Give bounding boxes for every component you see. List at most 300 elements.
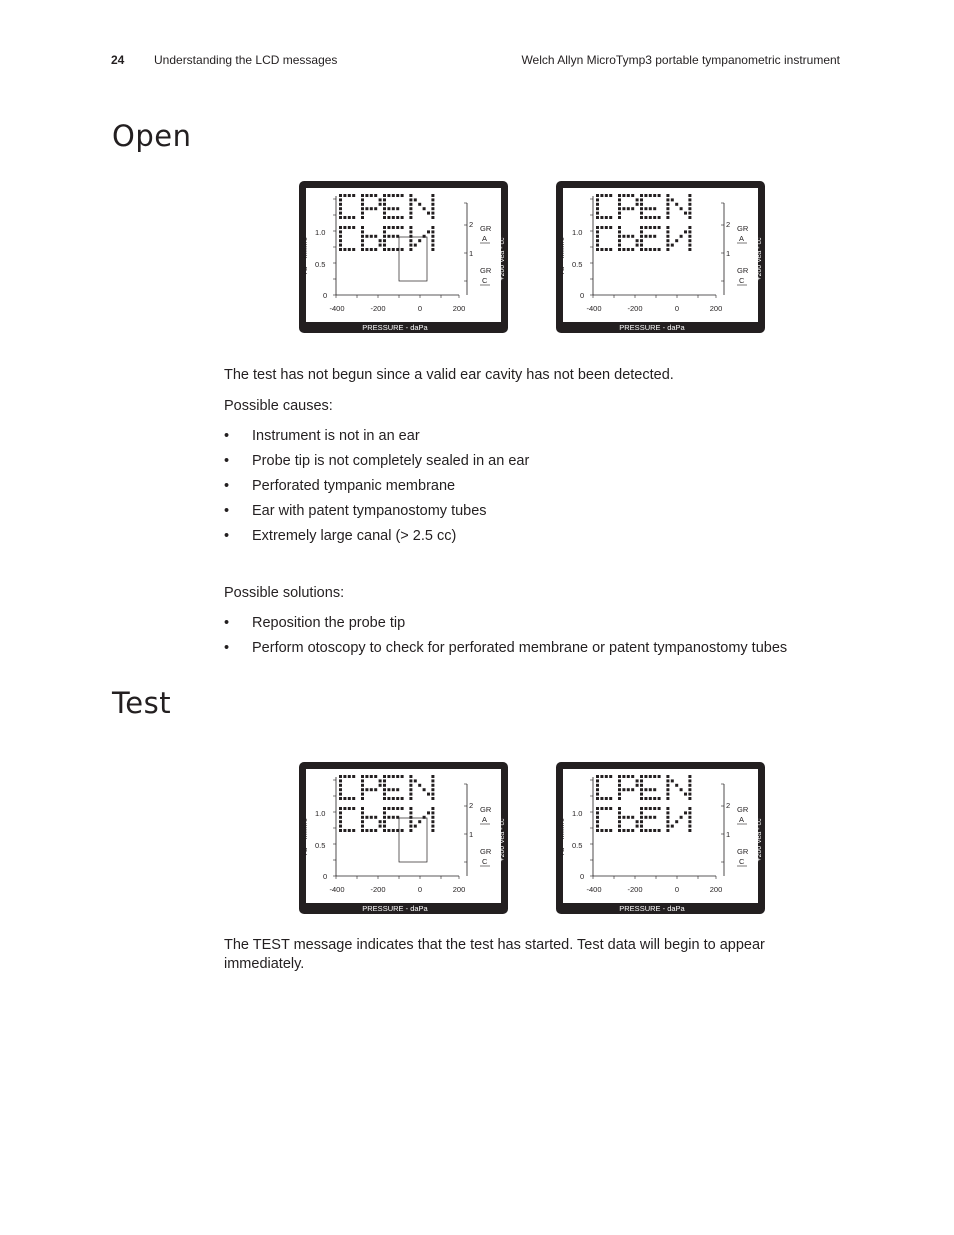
lcd-dot [383,244,386,247]
y-tick-label: 1.0 [572,228,583,237]
lcd-dot [348,797,351,800]
lcd-dot [396,807,399,810]
lcd-dot [431,807,434,810]
lcd-dot [658,807,661,810]
lcd-dot [339,198,342,201]
lcd-dot [636,203,639,206]
lcd-display-open-1 [299,181,508,333]
lcd-dot [649,775,652,778]
x-tick-label: 0 [417,885,423,894]
lcd-dot [343,829,346,832]
lcd-dot [622,775,625,778]
y-axis-title: Ya - mmho [559,236,566,276]
lcd-dot [370,194,373,197]
lcd-dot [640,207,643,210]
lcd-dot [596,226,599,229]
list-item: • Reposition the probe tip [224,615,406,631]
lcd-dot [374,248,377,251]
lcd-dot [348,194,351,197]
lcd-dot [688,816,691,819]
lcd-dot [339,779,342,782]
list-item: • Extremely large canal (> 2.5 cc) [224,528,457,544]
lcd-dot [605,807,608,810]
lcd-dot [339,829,342,832]
lcd-dot [431,793,434,796]
lcd-dot [680,207,683,210]
lcd-dot [431,226,434,229]
lcd-dot [383,203,386,206]
lcd-dot [618,797,621,800]
lcd-dot [339,235,342,238]
lcd-dot [383,235,386,238]
lcd-dot [627,235,630,238]
x-axis-title: PRESSURE - daPa [362,904,428,913]
lcd-dot [392,807,395,810]
lcd-dot [361,793,364,796]
lcd-dot [596,203,599,206]
lcd-dot [688,779,691,782]
lcd-dot [596,248,599,251]
lcd-dot [649,226,652,229]
lcd-dot [361,807,364,810]
lcd-dot [365,829,368,832]
lcd-dot [618,198,621,201]
lcd-dot [644,216,647,219]
lcd-dot [343,775,346,778]
lcd-dot [431,797,434,800]
lcd-dot [596,788,599,791]
list-item: • Instrument is not in an ear [224,428,420,444]
lcd-dot [343,226,346,229]
lcd-dot [622,194,625,197]
section-title-open: Open [112,119,192,153]
lcd-dot [640,198,643,201]
lcd-dot [361,226,364,229]
lcd-dot [339,226,342,229]
lcd-dot [644,797,647,800]
lcd-dot [644,226,647,229]
bullet-icon: • [224,503,230,519]
lcd-dot [618,829,621,832]
lcd-dot [640,244,643,247]
gr-c-label: C [739,857,745,866]
bullet-icon: • [224,640,230,656]
lcd-dot [352,775,355,778]
lcd-dot [361,797,364,800]
lcd-dot [618,226,621,229]
y-axis-title: Ya - mmho [302,236,309,276]
lcd-dot [622,829,625,832]
lcd-dot [666,784,669,787]
lcd-dot [343,248,346,251]
lcd-dot [671,198,674,201]
lcd-dot [596,807,599,810]
right-tick-label: 2 [469,801,474,810]
lcd-dot [423,788,426,791]
lcd-dot [684,230,687,233]
lcd-dot [653,216,656,219]
lcd-dot [649,248,652,251]
lcd-dot [409,248,412,251]
lcd-dot [596,235,599,238]
lcd-dot [431,212,434,215]
x-tick-label: -400 [329,304,345,313]
lcd-dot [361,207,364,210]
lcd-dot [409,198,412,201]
lcd-dot [627,816,630,819]
lcd-dot [600,829,603,832]
lcd-dot [383,775,386,778]
lcd-dot [666,194,669,197]
lcd-dot [675,784,678,787]
lcd-dot [609,797,612,800]
gr-label: GR [737,805,749,814]
lcd-dot [396,788,399,791]
lcd-dot [387,248,390,251]
lcd-dot [627,788,630,791]
lcd-dot [618,207,621,210]
lcd-dot [365,248,368,251]
lcd-dot [374,775,377,778]
lcd-dot [361,198,364,201]
right-axis-title: +200 Vea - cc [499,237,506,281]
lcd-dot [622,788,625,791]
lcd-dot [600,775,603,778]
lcd-dot [649,194,652,197]
lcd-dot [618,784,621,787]
lcd-dot [675,239,678,242]
lcd-dot [383,816,386,819]
lcd-dot [622,248,625,251]
lcd-dot [379,820,382,823]
lcd-dot [666,239,669,242]
lcd-dot [644,248,647,251]
lcd-dot [627,207,630,210]
lcd-dot [666,226,669,229]
y-axis-title: Ya - mmho [302,817,309,857]
lcd-dot [409,194,412,197]
lcd-dot [401,807,404,810]
lcd-dot [688,793,691,796]
lcd-dot [680,235,683,238]
x-tick-label: 0 [674,885,680,894]
lcd-dot [387,775,390,778]
lcd-dot [653,816,656,819]
lcd-dot [409,216,412,219]
lcd-dot [640,226,643,229]
lcd-dot [401,248,404,251]
lcd-dot [649,797,652,800]
lcd-dot [392,207,395,210]
lcd-dot [600,216,603,219]
lcd-dot [401,775,404,778]
lcd-dot [658,216,661,219]
lcd-dot [414,198,417,201]
lcd-dot [431,198,434,201]
lcd-dot [600,226,603,229]
lcd-dot [379,244,382,247]
right-tick-label: 1 [726,249,731,258]
lcd-dot [596,811,599,814]
lcd-dot [644,807,647,810]
lcd-dot [644,207,647,210]
lcd-dot [387,807,390,810]
causes-heading: Possible causes: [224,398,333,414]
lcd-dot [383,811,386,814]
page-number: 24 [111,53,125,67]
lcd-dot [409,244,412,247]
lcd-dot [666,779,669,782]
lcd-dot [431,825,434,828]
lcd-dot [361,811,364,814]
lcd-dot [640,203,643,206]
lcd-dot [379,825,382,828]
right-axis-title: +200 Vea - cc [756,237,763,281]
x-tick-label: 200 [709,885,723,894]
lcd-dot [374,788,377,791]
lcd-dot [431,216,434,219]
lcd-dot [596,194,599,197]
lcd-dot [596,797,599,800]
lcd-dot [409,825,412,828]
lcd-dot [666,235,669,238]
lcd-dot [431,244,434,247]
lcd-dot [666,207,669,210]
lcd-dot [605,775,608,778]
lcd-dot [618,230,621,233]
lcd-dot [409,788,412,791]
header-section-title: Understanding the LCD messages [154,53,338,67]
lcd-dot [409,203,412,206]
lcd-dot [684,793,687,796]
x-axis-title: PRESSURE - daPa [619,904,685,913]
lcd-dot [649,788,652,791]
lcd-dot [339,244,342,247]
lcd-dot [640,829,643,832]
y-tick-label: 1.0 [315,809,326,818]
lcd-dot [666,203,669,206]
header-doc-title: Welch Allyn MicroTymp3 portable tympanometric instrument [521,53,840,67]
lcd-dot [609,248,612,251]
lcd-dot [370,235,373,238]
lcd-dot [409,212,412,215]
lcd-screen [299,762,508,914]
lcd-dot [640,239,643,242]
lcd-dot [649,807,652,810]
lcd-dot [666,829,669,832]
lcd-dot [431,203,434,206]
lcd-dot [339,212,342,215]
lcd-dot [605,194,608,197]
lcd-dot [688,820,691,823]
lcd-dot [640,230,643,233]
section-title-test: Test [112,686,172,720]
lcd-dot [383,226,386,229]
lcd-dot [431,829,434,832]
lcd-dot [361,239,364,242]
gr-a-label: A [739,234,745,243]
lcd-dot [600,807,603,810]
lcd-dot [688,829,691,832]
lcd-dot [658,775,661,778]
lcd-dot [409,239,412,242]
lcd-dot [383,194,386,197]
lcd-dot [596,829,599,832]
lcd-dot [618,811,621,814]
lcd-dot [618,807,621,810]
lcd-dot [387,194,390,197]
lcd-dot [640,216,643,219]
lcd-dot [640,807,643,810]
lcd-dot [383,797,386,800]
lcd-dot [423,207,426,210]
lcd-dot [600,194,603,197]
lcd-dot [640,235,643,238]
lcd-dot [431,775,434,778]
lcd-dot [361,216,364,219]
lcd-dot [653,248,656,251]
lcd-dot [688,226,691,229]
lcd-dot [666,807,669,810]
lcd-dot [392,235,395,238]
lcd-dot [596,816,599,819]
lcd-dot [609,775,612,778]
lcd-dot [418,820,421,823]
gr-label: GR [480,224,492,233]
lcd-dot [653,226,656,229]
lcd-dot [596,825,599,828]
lcd-screen [556,181,765,333]
x-tick-label: -400 [586,304,602,313]
lcd-dot [688,239,691,242]
lcd-dot [409,775,412,778]
lcd-dot [352,829,355,832]
bullet-icon: • [224,615,230,631]
lcd-dot [688,797,691,800]
lcd-dot [688,807,691,810]
lcd-dot [361,235,364,238]
lcd-dot [361,212,364,215]
lcd-dot [605,226,608,229]
gr-label: GR [737,266,749,275]
lcd-dot [352,807,355,810]
lcd-dot [688,811,691,814]
lcd-dot [387,235,390,238]
lcd-screen [299,181,508,333]
lcd-dot [361,775,364,778]
lcd-dot [666,797,669,800]
lcd-dot [609,829,612,832]
lcd-dot [392,194,395,197]
lcd-dot [396,207,399,210]
lcd-dot [383,779,386,782]
bullet-icon: • [224,428,230,444]
lcd-dot [392,797,395,800]
lcd-dot [365,207,368,210]
lcd-dot [409,811,412,814]
lcd-dot [370,816,373,819]
lcd-dot [688,788,691,791]
lcd-dot [644,235,647,238]
gr-a-label: A [482,234,488,243]
lcd-dot [609,226,612,229]
lcd-dot [374,194,377,197]
lcd-dot [365,194,368,197]
lcd-dot [596,784,599,787]
solutions-heading: Possible solutions: [224,585,345,601]
lcd-dot [361,248,364,251]
lcd-dot [401,829,404,832]
lcd-dot [365,788,368,791]
lcd-dot [339,239,342,242]
lcd-dot [666,216,669,219]
lcd-dot [414,825,417,828]
lcd-dot [653,775,656,778]
lcd-dot [631,775,634,778]
x-tick-label: 200 [452,885,466,894]
lcd-dot [361,203,364,206]
lcd-dot [379,198,382,201]
lcd-dot [361,194,364,197]
gr-label: GR [480,847,492,856]
lcd-dot [339,216,342,219]
lcd-dot [339,820,342,823]
lcd-dot [596,239,599,242]
lcd-display-test-1 [299,762,508,914]
lcd-dot [348,775,351,778]
lcd-dot [379,779,382,782]
lcd-dot [414,779,417,782]
lcd-dot [431,779,434,782]
lcd-dot [666,775,669,778]
y-tick-label: 0.5 [572,841,583,850]
lcd-dot [374,829,377,832]
lcd-dot [409,779,412,782]
lcd-dot [392,829,395,832]
lcd-dot [418,203,421,206]
lcd-dot [627,194,630,197]
lcd-dot [339,784,342,787]
bullet-icon: • [224,453,230,469]
lcd-dot [361,816,364,819]
lcd-dot [401,226,404,229]
lcd-dot [383,793,386,796]
y-tick-label: 1.0 [572,809,583,818]
test-description: The TEST message indicates that the test has started. Test data will begin to appear immediately. [224,937,765,972]
lcd-dot [431,230,434,233]
lcd-dot [414,244,417,247]
lcd-dot [409,207,412,210]
lcd-dot [644,788,647,791]
lcd-dot [396,194,399,197]
x-tick-label: -200 [627,885,643,894]
lcd-dot [348,216,351,219]
lcd-dot [339,194,342,197]
lcd-dot [431,235,434,238]
gr-c-label: C [739,276,745,285]
lcd-dot [339,793,342,796]
lcd-dot [383,198,386,201]
lcd-dot [396,216,399,219]
open-description: The test has not begun since a valid ear cavity has not been detected. [224,367,674,383]
lcd-dot [618,788,621,791]
lcd-dot [409,226,412,229]
lcd-dot [409,230,412,233]
lcd-dot [666,198,669,201]
lcd-dot [339,775,342,778]
lcd-dot [396,775,399,778]
lcd-dot [352,226,355,229]
